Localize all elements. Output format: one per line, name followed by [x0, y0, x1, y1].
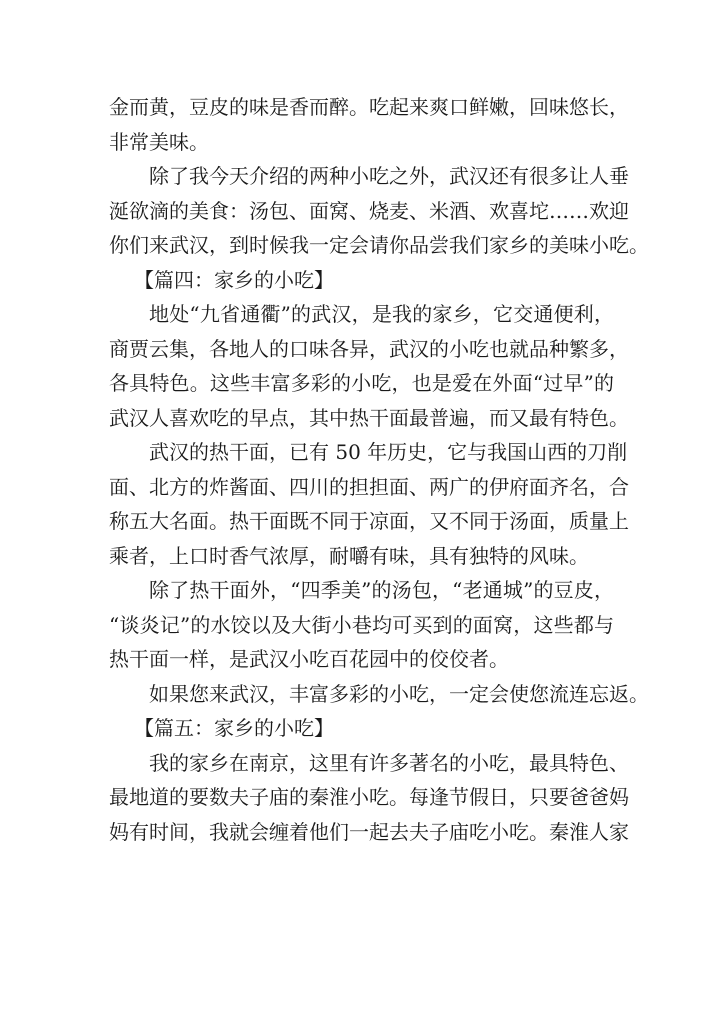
text-line: “谈炎记”的水饺以及大街小巷均可买到的面窝，这些都与: [109, 612, 614, 637]
text-line: 妈有时间，我就会缠着他们一起去夫子庙吃小吃。秦淮人家: [109, 819, 629, 844]
text-line: 涎欲滴的美食：汤包、面窝、烧麦、米酒、欢喜坨……欢迎: [109, 198, 629, 223]
text-line: 乘者，上口时香气浓厚，耐嚼有味，具有独特的风味。: [109, 543, 589, 568]
text-line: 热干面一样，是武汉小吃百花园中的佼佼者。: [109, 647, 509, 671]
body-text: [109, 90, 649, 849]
text-line: 非常美味。: [109, 129, 209, 154]
text-line: 称五大名面。热干面既不同于凉面，又不同于汤面，质量上: [109, 509, 629, 533]
text-line: 你们来武汉，到时候我一定会请你品尝我们家乡的美味小吃。: [109, 233, 649, 257]
text-line: 商贾云集，各地人的口味各异，武汉的小吃也就品种繁多，: [109, 336, 629, 361]
paragraph-first-line: 除了热干面外，“四季美”的汤包，“老通城”的豆皮，: [149, 578, 614, 602]
paragraph-first-line: 地处“九省通衢”的武汉，是我的家乡，它交通便利，: [149, 302, 614, 326]
text-line: 面、北方的炸酱面、四川的担担面、两广的伊府面齐名，合: [109, 474, 629, 499]
text-line: 最地道的要数夫子庙的秦淮小吃。每逢节假日，只要爸爸妈: [109, 785, 629, 809]
paragraph-first-line: 如果您来武汉，丰富多彩的小吃，一定会使您流连忘返。: [149, 681, 649, 706]
paragraph-first-line: 武汉的热干面，已有 50 年历史，它与我国山西的刀削: [149, 440, 628, 464]
text-line: 各具特色。这些丰富多彩的小吃，也是爱在外面“过早”的: [109, 371, 614, 395]
paragraph-first-line: 我的家乡在南京，这里有许多著名的小吃，最具特色、: [149, 750, 629, 775]
section-heading: 【篇五：家乡的小吃】: [134, 716, 334, 740]
text-line: 金而黄，豆皮的味是香而醉。吃起来爽口鲜嫩，回味悠长，: [109, 95, 629, 119]
paragraph-first-line: 除了我今天介绍的两种小吃之外，武汉还有很多让人垂: [149, 164, 629, 188]
text-line: 武汉人喜欢吃的早点，其中热干面最普遍，而又最有特色。: [109, 405, 629, 430]
section-heading: 【篇四：家乡的小吃】: [134, 267, 334, 292]
